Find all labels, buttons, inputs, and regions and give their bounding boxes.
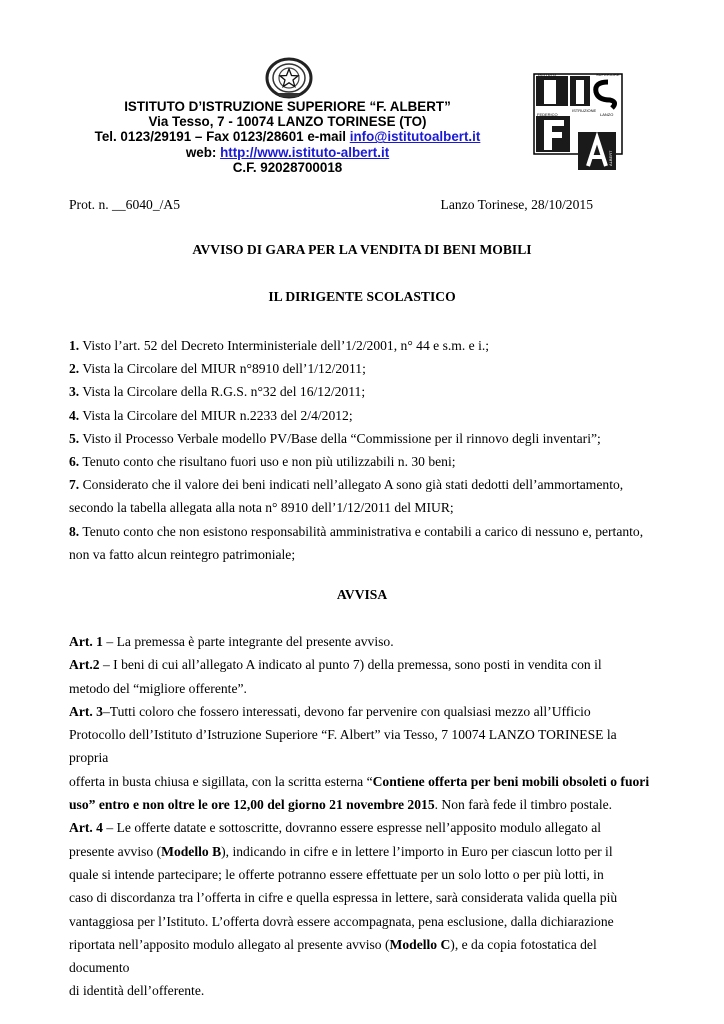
article-text: vantaggiosa per l’Istituto. L’offerta dovrà essere accompagnata, pena esclusione, dalla dichiarazione xyxy=(69,913,614,929)
item-number: 8. xyxy=(69,523,80,539)
article-label: Art.2 xyxy=(69,657,100,673)
school-name: ISTITUTO D’ISTRUZIONE SUPERIORE “F. ALBERT” xyxy=(124,99,451,114)
item-text: Visto l’art. 52 del Decreto Interministeriale dell’1/2/2001, n° 44 e s.m. e i.; xyxy=(79,338,490,353)
article-text: ), e da copia fotostatica del documento xyxy=(69,936,597,976)
article-text: riportata nell’apposito modulo allegato al presente avviso ( xyxy=(69,936,390,952)
item-text: non va fatto alcun reintegro patrimoniale; xyxy=(69,546,296,562)
article-text: quale si intende partecipare; le offerte potranno essere effettuate per un solo lotto o per più lotti, in xyxy=(69,866,604,882)
principal-heading: IL DIRIGENTE SCOLASTICO xyxy=(268,289,456,304)
article-4 xyxy=(69,816,659,839)
article-bold-text: uso” entro e non oltre le ore 12,00 del giorno 21 novembre 2015 xyxy=(69,797,435,813)
article-2-cont xyxy=(69,677,659,700)
article-3-cont xyxy=(69,723,659,770)
web-label: web: xyxy=(185,144,221,160)
article-bold-text: Contiene offerta per beni mobili obsoleti o fuori xyxy=(372,773,650,789)
model-b-label: Modello B xyxy=(161,843,222,859)
article-text: ), indicando in cifre e in lettere l’importo in Euro per ciascun lotto per il xyxy=(221,843,613,859)
article-3-cont xyxy=(69,770,659,793)
list-item-continuation xyxy=(69,543,659,566)
item-text: Tenuto conto che risultano fuori uso e non più utilizzabili n. 30 beni; xyxy=(79,454,456,470)
item-number: 2. xyxy=(69,361,80,377)
article-4-cont xyxy=(69,910,659,933)
logo-word: ISTRUZIONE xyxy=(572,108,597,113)
article-text: – La premessa è parte integrante del presente avviso. xyxy=(102,634,394,649)
article-text: Protocollo dell’Istituto d’Istruzione Superiore “F. Albert” via Tesso, 7 10074 LANZO TORINESE la propria xyxy=(69,727,617,766)
article-4-cont xyxy=(69,863,659,886)
premises-list xyxy=(69,334,659,566)
article-4-cont xyxy=(69,979,659,1002)
item-number: 5. xyxy=(69,430,80,446)
avvisa-heading: AVVISA xyxy=(336,587,388,602)
article-text: presente avviso ( xyxy=(69,843,162,859)
logo-word: ISTITUTO xyxy=(538,72,557,77)
article-3 xyxy=(69,700,659,723)
school-logo-icon xyxy=(530,72,626,172)
tax-code: C.F. 92028700018 xyxy=(232,159,343,175)
logo-word: SUPERIORE xyxy=(596,72,620,77)
school-header xyxy=(60,99,515,175)
logo-word: FEDERICO xyxy=(537,112,558,117)
item-text: Vista la Circolare della R.G.S. n°32 del 16/12/2011; xyxy=(79,384,366,400)
protocol-number: Prot. n. __6040_/A5 xyxy=(69,197,181,212)
article-2 xyxy=(69,653,659,676)
article-label: Art. 4 xyxy=(69,820,103,836)
item-text: Visto il Processo Verbale modello PV/Base della “Commissione per il rinnovo degli inventari”; xyxy=(79,430,601,446)
article-3-cont xyxy=(69,793,659,816)
list-item xyxy=(69,334,659,357)
article-1 xyxy=(69,630,659,653)
item-number: 3. xyxy=(69,384,80,400)
list-item xyxy=(69,520,659,543)
item-number: 6. xyxy=(69,454,80,470)
notice-title: AVVISO DI GARA PER LA VENDITA DI BENI MOBILI xyxy=(192,242,532,257)
item-number: 4. xyxy=(69,407,80,423)
article-text: offerta in busta chiusa e sigillata, con la scritta esterna “ xyxy=(69,773,373,789)
article-label: Art. 3 xyxy=(69,703,103,719)
item-text: Vista la Circolare del MIUR n°8910 dell’1/12/2011; xyxy=(79,361,366,377)
article-4-cont xyxy=(69,933,659,980)
article-text: di identità dell’offerente. xyxy=(69,983,205,999)
articles-section xyxy=(69,630,659,1003)
logo-word: LANZO xyxy=(600,112,614,117)
article-text: – Le offerte datate e sottoscritte, dovranno essere espresse nell’apposito modulo allegato al xyxy=(102,820,602,836)
article-text: metodo del “migliore offerente”. xyxy=(69,680,247,696)
list-item xyxy=(69,450,659,473)
list-item xyxy=(69,380,659,403)
item-number: 7. xyxy=(69,477,80,493)
article-text: . Non farà fede il timbro postale. xyxy=(434,797,613,813)
article-text: –Tutti coloro che fossero interessati, devono far pervenire con qualsiasi mezzo all’Ufficio xyxy=(102,703,591,719)
article-label: Art. 1 xyxy=(69,634,103,649)
item-number: 1. xyxy=(69,338,80,353)
list-item xyxy=(69,404,659,427)
place-date: Lanzo Torinese, 28/10/2015 xyxy=(440,197,593,212)
article-text: caso di discordanza tra l’offerta in cifre e quella espressa in lettere, sarà considerata valida quella più xyxy=(69,890,618,906)
item-text: Considerato che il valore dei beni indicati nell’allegato A sono già stati dedotti dell’ammortamento, xyxy=(79,477,624,493)
email-link[interactable]: info@istitutoalbert.it xyxy=(349,129,481,145)
list-item xyxy=(69,427,659,450)
list-item xyxy=(69,473,659,496)
article-4-cont xyxy=(69,840,659,863)
tel-fax-text: Tel. 0123/29191 – Fax 0123/28601 e-mail xyxy=(94,129,350,145)
logo-word: ALBERT xyxy=(608,150,613,166)
website-link[interactable]: http://www.istituto-albert.it xyxy=(220,144,390,160)
contact-line xyxy=(60,129,515,144)
model-c-label: Modello C xyxy=(389,936,451,952)
republic-emblem-icon xyxy=(264,56,314,100)
item-text: Vista la Circolare del MIUR n.2233 del 2/4/2012; xyxy=(79,407,353,423)
article-text: – I beni di cui all’allegato A indicato al punto 7) della premessa, sono posti in vendita con il xyxy=(99,657,602,673)
list-item-continuation xyxy=(69,496,659,519)
web-line xyxy=(60,145,515,160)
item-text: Tenuto conto che non esistono responsabilità amministrativa e contabili a carico di nessuno e, pertanto, xyxy=(79,523,644,539)
school-address: Via Tesso, 7 - 10074 LANZO TORINESE (TO) xyxy=(148,114,427,130)
article-4-cont xyxy=(69,886,659,909)
list-item xyxy=(69,357,659,380)
item-text: secondo la tabella allegata alla nota n° 8910 dell’1/12/2011 del MIUR; xyxy=(69,500,454,516)
